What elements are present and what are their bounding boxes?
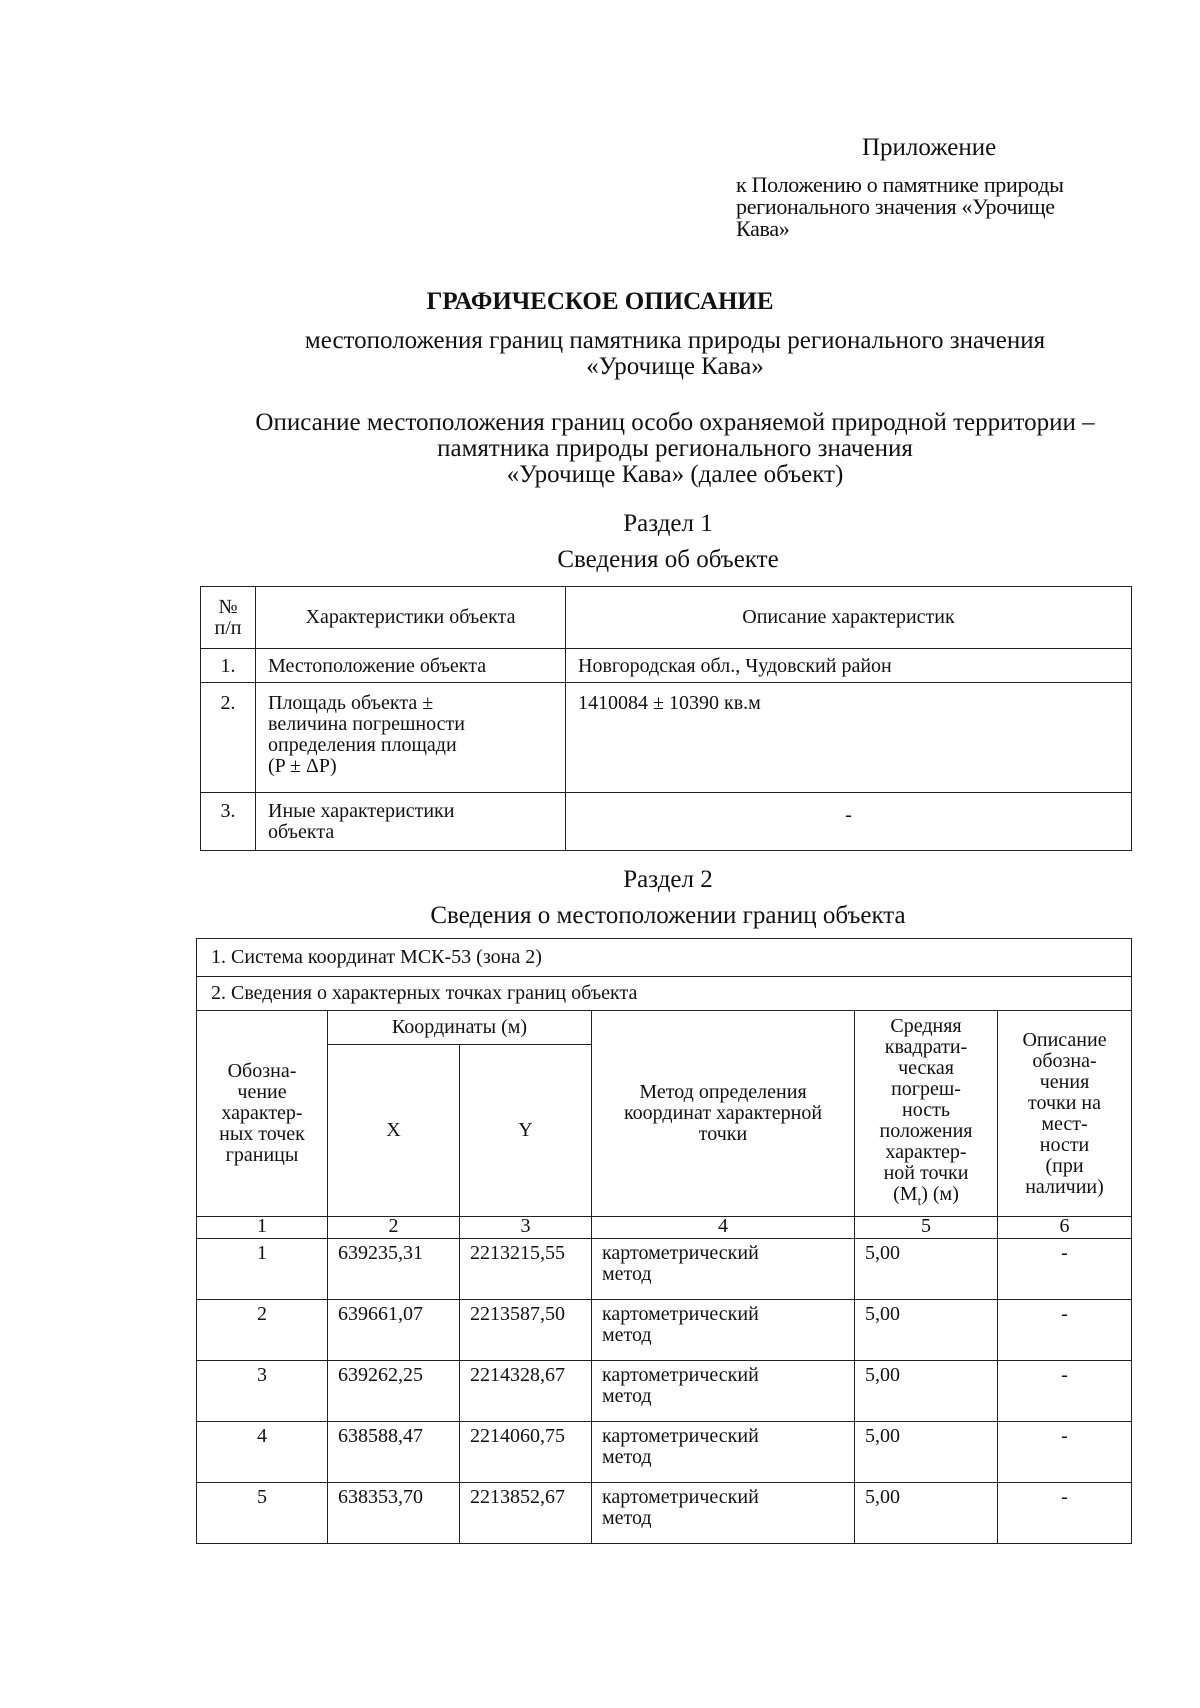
point-marking: - bbox=[998, 1361, 1132, 1422]
table-row bbox=[197, 1239, 1132, 1300]
description-line: памятника природы регионального значения bbox=[437, 435, 913, 462]
point-method bbox=[592, 1483, 855, 1544]
point-x: 639661,07 bbox=[328, 1300, 460, 1361]
header-characteristics: Характеристики объекта bbox=[256, 587, 566, 649]
method-line: картометрический bbox=[602, 1364, 759, 1386]
header-designation bbox=[197, 1011, 328, 1217]
section1-heading: Раздел 1 bbox=[623, 510, 713, 537]
header-line: Обозна- bbox=[227, 1060, 297, 1082]
header-line: Описание bbox=[1022, 1028, 1107, 1051]
char-line: Площадь объекта ± bbox=[268, 692, 434, 714]
appendix-ref-line: к Положению о памятнике природы bbox=[736, 172, 1064, 197]
appendix-ref-line: Кава» bbox=[736, 216, 790, 241]
header-line: ности bbox=[1039, 1133, 1090, 1156]
point-error: 5,00 bbox=[855, 1300, 998, 1361]
header-line: ной точки bbox=[883, 1162, 969, 1184]
header-marking bbox=[998, 1011, 1132, 1217]
object-info-table bbox=[200, 586, 1132, 851]
header-line: положения bbox=[879, 1120, 973, 1142]
appendix-reference bbox=[736, 174, 1156, 240]
point-y: 2213587,50 bbox=[460, 1300, 592, 1361]
header-method bbox=[592, 1011, 855, 1217]
row-description: 1410084 ± 10390 кв.м bbox=[566, 683, 1132, 793]
table-row bbox=[197, 1422, 1132, 1483]
point-y: 2213852,67 bbox=[460, 1483, 592, 1544]
header-coordinates: Координаты (м) bbox=[328, 1011, 592, 1045]
point-marking: - bbox=[998, 1483, 1132, 1544]
header-line: точки bbox=[698, 1123, 748, 1145]
table-row bbox=[197, 1361, 1132, 1422]
subtitle-line: местоположения границ памятника природы регионального значения bbox=[304, 327, 1046, 354]
header-line: квадрати- bbox=[884, 1036, 968, 1058]
document-title: ГРАФИЧЕСКОЕ ОПИСАНИЕ bbox=[426, 288, 774, 315]
section1-title: Сведения об объекте bbox=[557, 546, 779, 573]
point-error: 5,00 bbox=[855, 1422, 998, 1483]
method-line: метод bbox=[602, 1324, 652, 1346]
point-x: 639262,25 bbox=[328, 1361, 460, 1422]
char-line: Иные характеристики bbox=[268, 800, 455, 822]
column-number: 4 bbox=[592, 1217, 855, 1239]
char-line: определения площади bbox=[268, 734, 457, 756]
row-num: 2. bbox=[201, 683, 256, 793]
header-line: Средняя bbox=[890, 1015, 962, 1037]
points-info: 2. Сведения о характерных точках границ объекта bbox=[197, 977, 1132, 1011]
point-id: 4 bbox=[197, 1422, 328, 1483]
point-marking: - bbox=[998, 1239, 1132, 1300]
header-line: характер- bbox=[885, 1141, 967, 1163]
char-line: величина погрешности bbox=[268, 713, 465, 735]
header-line: (при bbox=[1045, 1154, 1084, 1177]
subtitle-line: «Урочище Кава» bbox=[586, 353, 764, 380]
point-x: 638353,70 bbox=[328, 1483, 460, 1544]
table-header-row bbox=[197, 1011, 1132, 1045]
method-line: метод bbox=[602, 1385, 652, 1407]
row-characteristic bbox=[256, 683, 566, 793]
header-line: ность bbox=[902, 1099, 950, 1121]
point-method bbox=[592, 1239, 855, 1300]
description-line: «Урочище Кава» (далее объект) bbox=[506, 461, 844, 488]
column-number: 1 bbox=[197, 1217, 328, 1239]
row-description: - bbox=[566, 793, 1132, 851]
method-line: метод bbox=[602, 1507, 652, 1529]
header-line: наличии) bbox=[1025, 1175, 1104, 1198]
char-line: (P ± ΔP) bbox=[268, 755, 337, 777]
method-line: картометрический bbox=[602, 1303, 759, 1325]
point-y: 2213215,55 bbox=[460, 1239, 592, 1300]
header-line: погреш- bbox=[891, 1078, 961, 1100]
row-num: 3. bbox=[201, 793, 256, 851]
point-id: 3 bbox=[197, 1361, 328, 1422]
appendix-ref-line: регионального значения «Урочище bbox=[736, 194, 1055, 219]
point-id: 5 bbox=[197, 1483, 328, 1544]
section2-title: Сведения о местоположении границ объекта bbox=[430, 902, 906, 929]
column-number: 6 bbox=[998, 1217, 1132, 1239]
point-y: 2214328,67 bbox=[460, 1361, 592, 1422]
header-line: обозна- bbox=[1032, 1049, 1097, 1072]
method-line: картометрический bbox=[602, 1486, 759, 1508]
row-description: Новгородская обл., Чудовский район bbox=[566, 649, 1132, 683]
coordinate-system: 1. Система координат МСК-53 (зона 2) bbox=[197, 939, 1132, 977]
header-line: ческая bbox=[898, 1057, 954, 1079]
description-intro bbox=[200, 410, 1150, 488]
column-number: 5 bbox=[855, 1217, 998, 1239]
point-y: 2214060,75 bbox=[460, 1422, 592, 1483]
header-line: границы bbox=[225, 1144, 299, 1166]
header-error bbox=[855, 1011, 998, 1217]
header-line: координат характерной bbox=[623, 1102, 823, 1124]
header-line: чения bbox=[1039, 1070, 1090, 1093]
header-x: X bbox=[328, 1045, 460, 1217]
header-line: ных точек bbox=[219, 1123, 305, 1145]
point-id: 2 bbox=[197, 1300, 328, 1361]
table-header-row bbox=[201, 587, 1132, 649]
point-error: 5,00 bbox=[855, 1483, 998, 1544]
point-method bbox=[592, 1422, 855, 1483]
header-line: характер- bbox=[221, 1102, 303, 1124]
boundary-points-table bbox=[196, 938, 1132, 1544]
section2-heading: Раздел 2 bbox=[623, 866, 713, 893]
table-row bbox=[201, 649, 1132, 683]
header-num: № п/п bbox=[201, 587, 256, 649]
header-y: Y bbox=[460, 1045, 592, 1217]
header-line: мест- bbox=[1041, 1112, 1088, 1135]
point-method bbox=[592, 1361, 855, 1422]
point-marking: - bbox=[998, 1422, 1132, 1483]
appendix-title: Приложение bbox=[862, 134, 997, 161]
char-line: объекта bbox=[268, 821, 335, 843]
method-line: картометрический bbox=[602, 1425, 759, 1447]
document-subtitle bbox=[200, 328, 1150, 380]
method-line: метод bbox=[602, 1446, 652, 1468]
header-line: Метод определения bbox=[639, 1081, 807, 1103]
table-row bbox=[201, 793, 1132, 851]
method-line: метод bbox=[602, 1263, 652, 1285]
column-numbers-row bbox=[197, 1217, 1132, 1239]
row-num: 1. bbox=[201, 649, 256, 683]
method-line: картометрический bbox=[602, 1242, 759, 1264]
point-id: 1 bbox=[197, 1239, 328, 1300]
header-line: чение bbox=[237, 1081, 287, 1103]
points-info-row bbox=[197, 977, 1132, 1011]
column-number: 2 bbox=[328, 1217, 460, 1239]
point-x: 638588,47 bbox=[328, 1422, 460, 1483]
table-row bbox=[201, 683, 1132, 793]
row-characteristic: Местоположение объекта bbox=[256, 649, 566, 683]
point-method bbox=[592, 1300, 855, 1361]
point-error: 5,00 bbox=[855, 1239, 998, 1300]
row-characteristic bbox=[256, 793, 566, 851]
system-row bbox=[197, 939, 1132, 977]
header-line: $(M_t)$ (м) bbox=[893, 1183, 959, 1208]
header-line: точки на bbox=[1027, 1091, 1102, 1114]
column-number: 3 bbox=[460, 1217, 592, 1239]
description-line: Описание местоположения границ особо охраняемой природной территории – bbox=[255, 409, 1095, 436]
point-marking: - bbox=[998, 1300, 1132, 1361]
table-row bbox=[197, 1483, 1132, 1544]
point-x: 639235,31 bbox=[328, 1239, 460, 1300]
point-error: 5,00 bbox=[855, 1361, 998, 1422]
table-row bbox=[197, 1300, 1132, 1361]
header-description: Описание характеристик bbox=[566, 587, 1132, 649]
